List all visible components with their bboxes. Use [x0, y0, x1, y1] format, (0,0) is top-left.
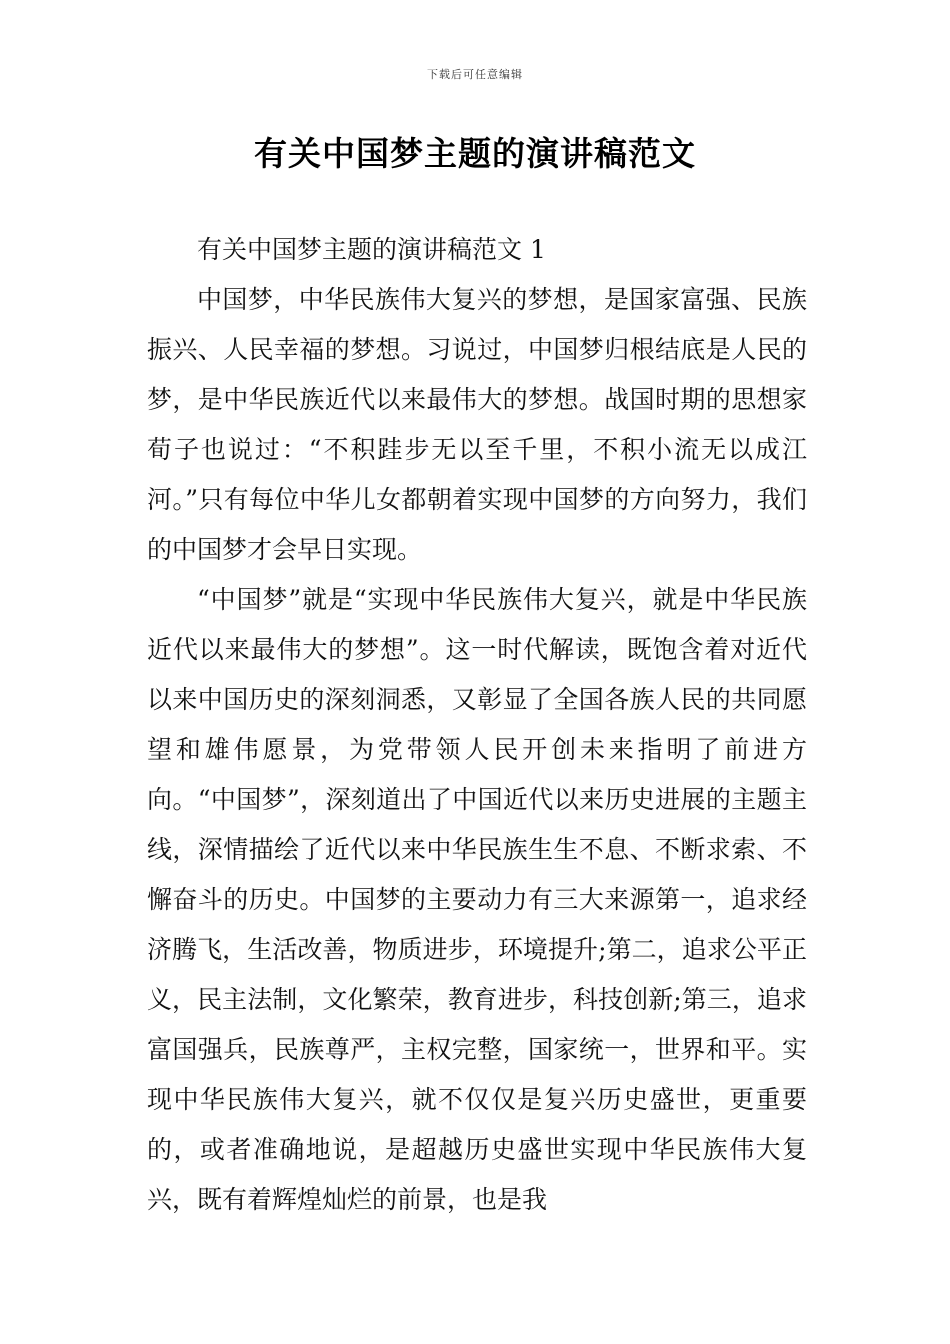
section-subtitle: 有关中国梦主题的演讲稿范文 1 [197, 235, 546, 264]
header-note: 下载后可任意编辑 [427, 68, 523, 81]
paragraph-1: 中国梦，中华民族伟大复兴的梦想，是国家富强、民族振兴、人民幸福的梦想。习说过，中国梦归根结底是人民的梦，是中华民族近代以来最伟大的梦想。战国时期的思想家荀子也说过：“不积跬步无以至千里，不积小流无以成江河。”只有每位中华儿女都朝着实现中国梦的方向努力，我们的中国梦才会早日实现。 [147, 285, 807, 564]
document-title: 有关中国梦主题的演讲稿范文 [254, 134, 696, 173]
document-body [147, 225, 807, 1225]
paragraph-2: “中国梦”就是“实现中华民族伟大复兴，就是中华民族近代以来最伟大的梦想”。这一时代解读，既饱含着对近代以来中国历史的深刻洞悉，又彰显了全国各族人民的共同愿望和雄伟愿景，为党带领人民开创未来指明了前进方向。“中国梦”，深刻道出了中国近代以来历史进展的主题主线，深情描绘了近代以来中华民族生生不息、不断求索、不懈奋斗的历史。中国梦的主要动力有三大来源第一，追求经济腾飞，生活改善，物质进步，环境提升;第二，追求公平正义，民主法制，文化繁荣，教育进步，科技创新;第三，追求富国强兵，民族尊严，主权完整，国家统一，世界和平。实现中华民族伟大复兴，就不仅仅是复兴历史盛世，更重要的，或者准确地说，是超越历史盛世实现中华民族伟大复兴，既有着辉煌灿烂的前景，也是我 [147, 585, 807, 1214]
